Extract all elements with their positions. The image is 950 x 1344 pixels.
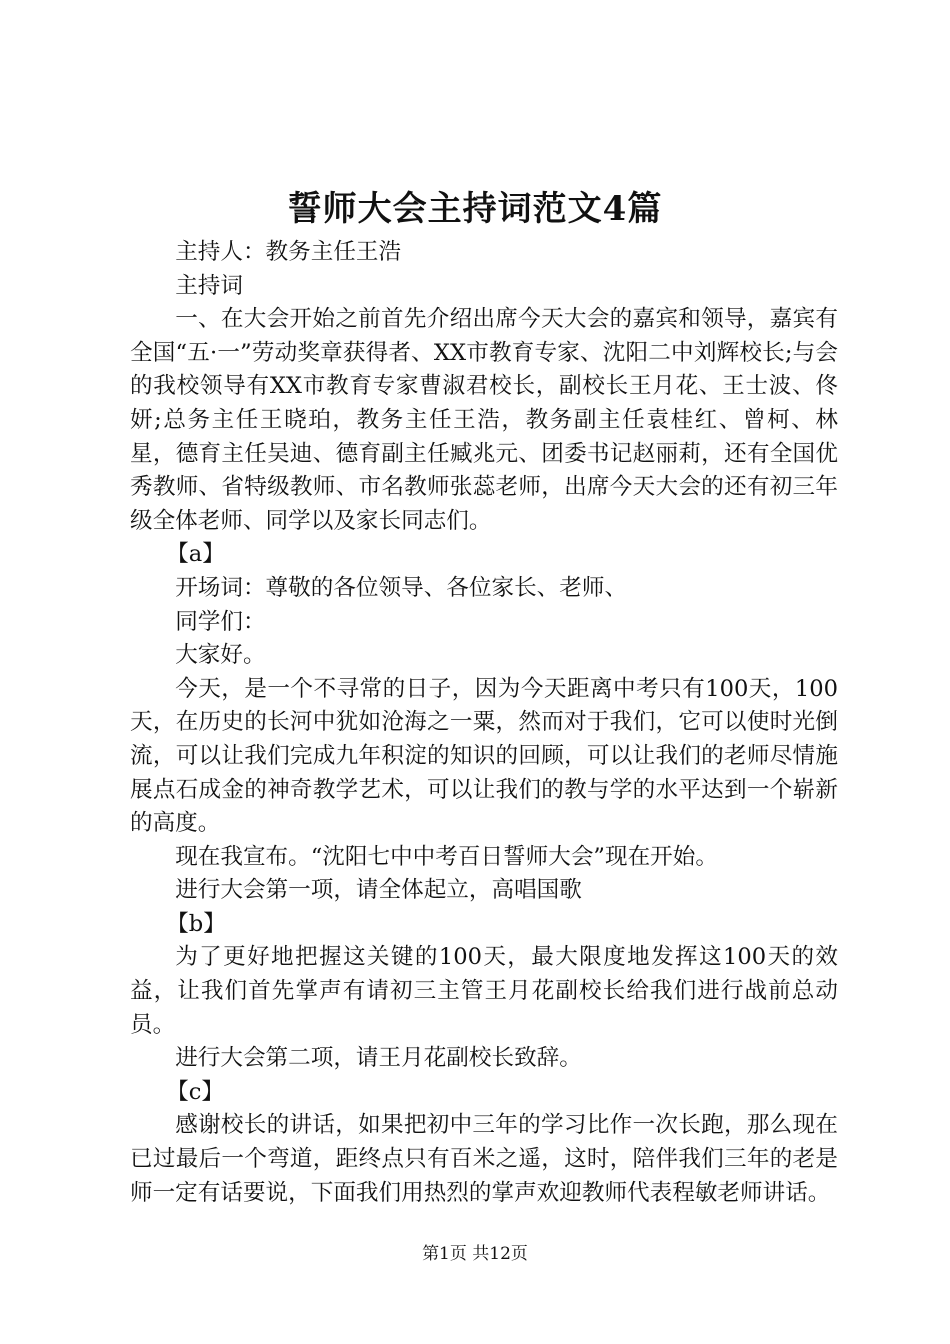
section-marker-b: 【b】 bbox=[166, 910, 226, 937]
paragraph-item-two: 进行大会第二项，请王月花副校长致辞。 bbox=[175, 1045, 582, 1072]
page-number-footer: 第1页 共12页 bbox=[422, 1244, 528, 1264]
paragraph-today: 今天，是一个不寻常的日子，因为今天距离中考只有100天，100天，在历史的长河中犹如沧海之一粟，然而对于我们，它可以使时光倒流，可以让我们完成九年积淀的知识的回顾，可以让我们的老师尽情施展点石成金的神奇教学艺术，可以让我们的教与学的水平达到一个崭新的高度。 bbox=[130, 675, 838, 837]
paragraph-greeting: 大家好。 bbox=[175, 642, 266, 669]
paragraph-heading-host-words: 主持词 bbox=[175, 272, 243, 299]
paragraph-opening-words: 开场词：尊敬的各位领导、各位家长、老师、 bbox=[175, 574, 628, 601]
section-marker-c: 【c】 bbox=[166, 1078, 224, 1105]
paragraph-mobilization: 为了更好地把握这关键的100天，最大限度地发挥这100天的效益，让我们首先掌声有请初三主管王月花副校长给我们进行战前总动员。 bbox=[130, 944, 838, 1038]
document-body bbox=[130, 236, 838, 1210]
paragraph-students: 同学们： bbox=[175, 608, 266, 635]
section-marker-a: 【a】 bbox=[166, 541, 225, 568]
paragraph-host: 主持人：教务主任王浩 bbox=[175, 239, 402, 265]
paragraph-announcement: 现在我宣布。“沈阳七中中考百日誓师大会”现在开始。 bbox=[175, 843, 718, 870]
paragraph-guest-introduction: 一、在大会开始之前首先介绍出席今天大会的嘉宾和领导，嘉宾有全国“五·一”劳动奖章获得者、XX市教育专家、沈阳二中刘辉校长;与会的我校领导有XX市教育专家曹淑君校长，副校长王月花、王士波、佟妍;总务主任王晓珀，教务主任王浩，教务副主任袁桂红、曾柯、林星，德育主任吴迪、德育副主任臧兆元、团委书记赵丽莉，还有全国优秀教师、省特级教师、市名教师张蕊老师，出席今天大会的还有初三年级全体老师、同学以及家长同志们。 bbox=[130, 306, 838, 534]
paragraph-item-one: 进行大会第一项，请全体起立，高唱国歌 bbox=[175, 877, 582, 904]
document-title: 誓师大会主持词范文4篇 bbox=[287, 189, 663, 229]
paragraph-teacher-speech: 感谢校长的讲话，如果把初中三年的学习比作一次长跑，那么现在已过最后一个弯道，距终点只有百米之遥，这时，陪伴我们三年的老是师一定有话要说，下面我们用热烈的掌声欢迎教师代表程敏老师讲话。 bbox=[130, 1112, 838, 1206]
